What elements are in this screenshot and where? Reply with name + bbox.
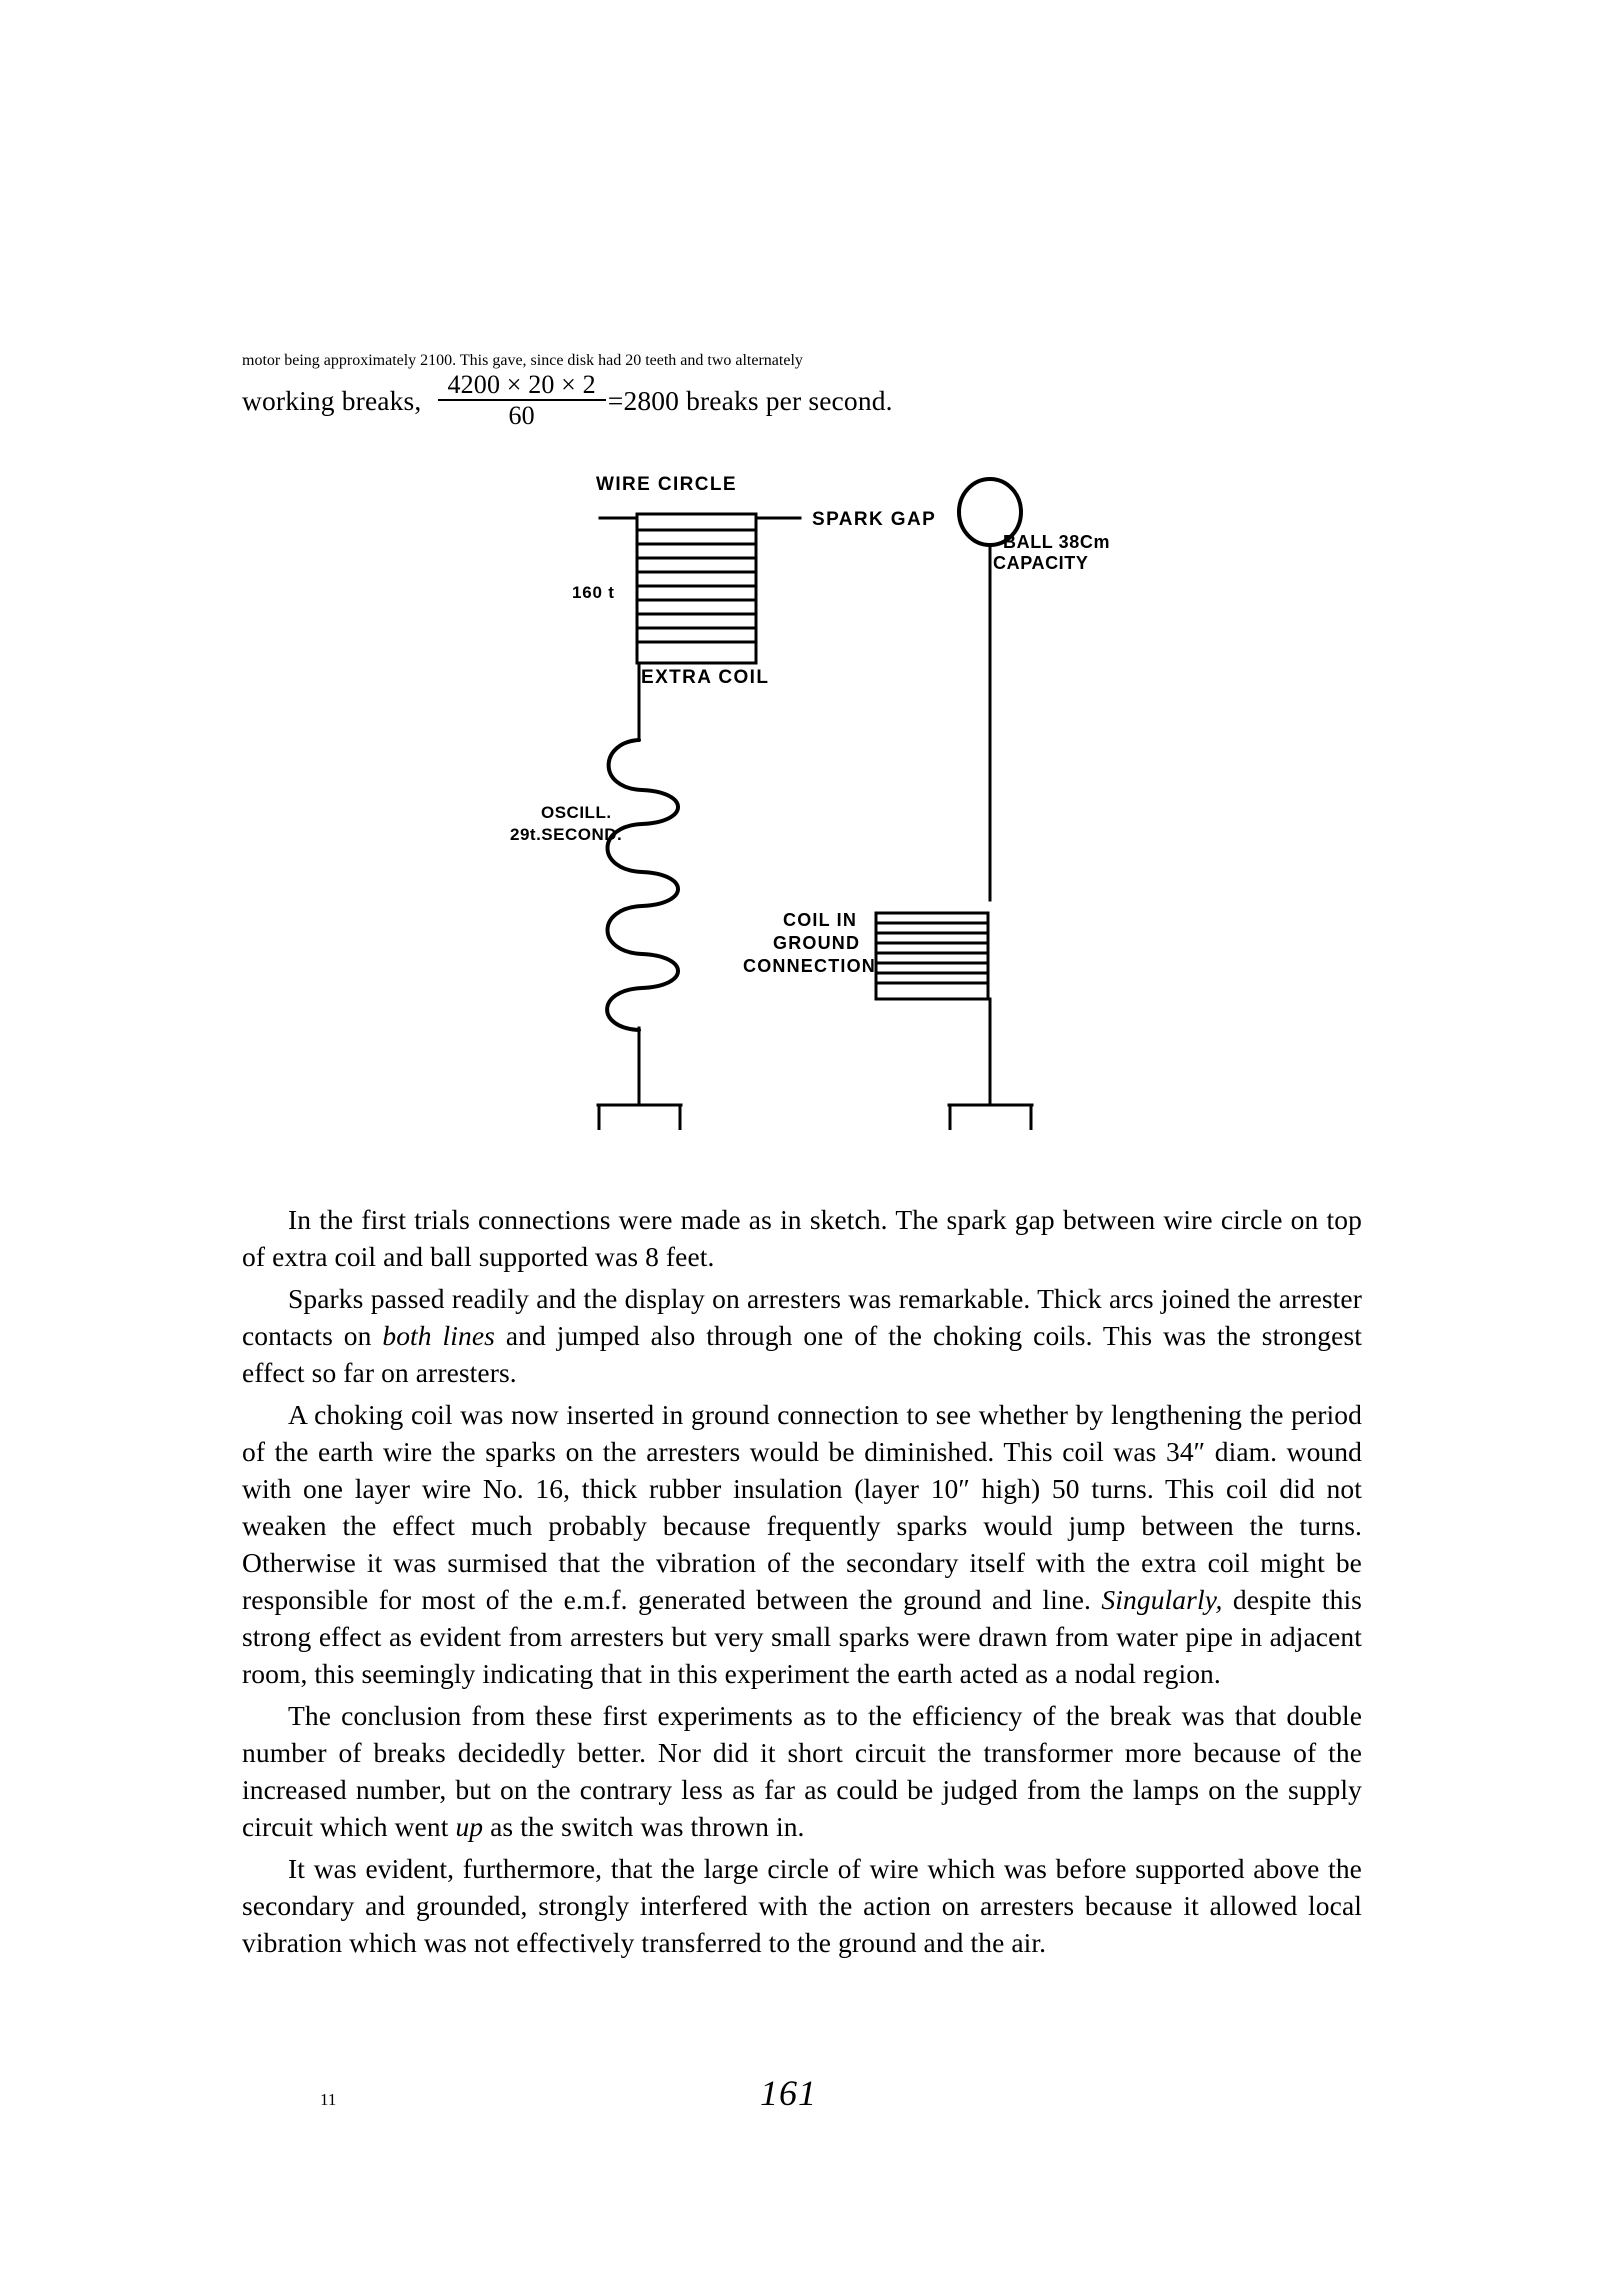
label-extra-coil: EXTRA COIL bbox=[641, 667, 770, 688]
ground-symbol-left bbox=[598, 1105, 681, 1130]
ground-connection-coil-symbol bbox=[876, 913, 988, 999]
intro-line-2 bbox=[242, 372, 1360, 431]
oscillator-coil-symbol bbox=[607, 740, 678, 1030]
label-oscillator-line2: 29t.SECOND. bbox=[510, 825, 623, 844]
extra-coil-symbol bbox=[637, 514, 756, 663]
ground-symbol-right bbox=[949, 1105, 1032, 1130]
label-ball-capacity-line2: CAPACITY bbox=[993, 553, 1089, 573]
label-ball-capacity-line1: BALL 38Cm bbox=[1003, 532, 1111, 552]
paragraph-4: The conclusion from these first experiments as to the efficiency of the break was that double number of breaks decidedly better. Nor did it short circuit the transformer more because of the increased number, but on the contrary less as far as could be judged from the lamps on the supply circuit which went up as the switch was thrown in. bbox=[242, 1699, 1362, 1842]
intro-lead-text: working breaks, bbox=[242, 385, 422, 417]
paragraph-2: Sparks passed readily and the display on arresters was remarkable. Thick arcs joined the arrester contacts on both lines and jumped also through one of the choking coils. This was the strongest effect so far on arresters. bbox=[242, 1282, 1362, 1388]
fraction-denominator: 60 bbox=[508, 401, 535, 431]
label-ground-coil-line2: GROUND bbox=[773, 933, 861, 953]
label-ground-coil-line3: CONNECTION bbox=[743, 956, 876, 976]
intro-line-1: motor being approximately 2100. This gave, since disk had 20 teeth and two alternately bbox=[242, 352, 803, 369]
body-text-block bbox=[242, 1202, 1362, 1962]
label-wire-circle: WIRE CIRCLE bbox=[596, 474, 738, 495]
intro-block bbox=[242, 352, 1360, 431]
signature-mark: 11 bbox=[320, 2090, 337, 2109]
circuit-diagram-figure bbox=[0, 470, 1600, 1130]
label-extra-coil-turns: 160 t bbox=[572, 583, 615, 602]
fraction-result-text: =2800 breaks per second. bbox=[607, 385, 893, 417]
label-oscillator-line1: OSCILL. bbox=[541, 803, 612, 822]
label-ground-coil-line1: COIL IN bbox=[783, 910, 858, 930]
label-spark-gap: SPARK GAP bbox=[812, 509, 937, 530]
paragraph-1: In the first trials connections were made as in sketch. The spark gap between wire circle on top of extra coil and ball supported was 8 feet. bbox=[242, 1204, 1362, 1272]
breaks-fraction bbox=[438, 371, 606, 430]
paragraph-5: It was evident, furthermore, that the large circle of wire which was before supported above the secondary and grounded, strongly interfered with the action on arresters because it allowed local vibration which was not effectively transferred to the ground and the air. bbox=[242, 1852, 1362, 1958]
page-number: 161 bbox=[760, 2073, 817, 2113]
paragraph-3: A choking coil was now inserted in ground connection to see whether by lengthening the period of the earth wire the sparks on the arresters would be diminished. This coil was 34″ diam. wound with one layer wire No. 16, thick rubber insulation (layer 10″ high) 50 turns. This coil did not weaken the effect much probably because frequently sparks would jump between the turns. Otherwise it was surmised that the vibration of the secondary itself with the extra coil might be responsible for most of the e.m.f. generated between the ground and line. Singularly, despite this strong effect as evident from arresters but very small sparks were drawn from water pipe in adjacent room, this seemingly indicating that in this experiment the earth acted as a nodal region. bbox=[242, 1398, 1362, 1689]
fraction-numerator: 4200 × 20 × 2 bbox=[447, 370, 596, 399]
